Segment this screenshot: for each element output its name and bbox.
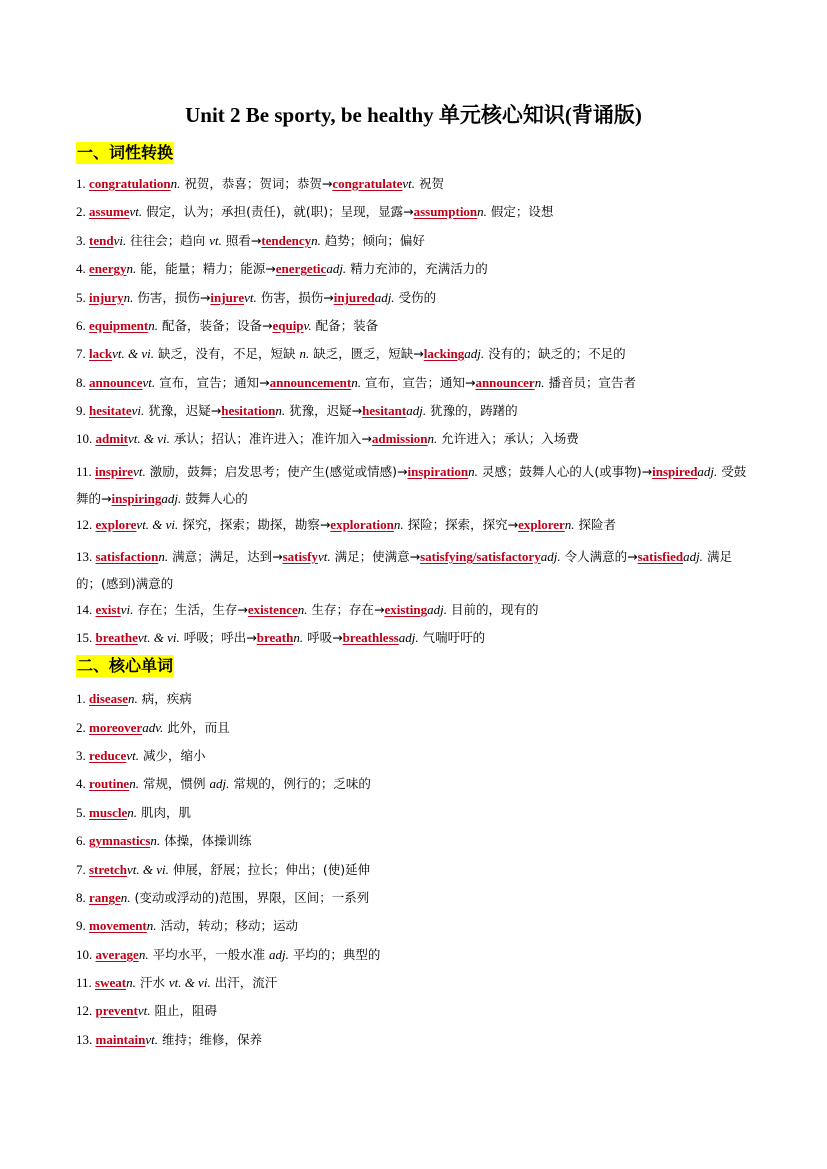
word-form-item bbox=[76, 288, 756, 308]
keyword: energetic bbox=[275, 261, 327, 276]
keyword: exist bbox=[95, 602, 121, 617]
part-of-speech: n. bbox=[351, 375, 361, 390]
part-of-speech: n. bbox=[158, 549, 169, 564]
keyword: inspired bbox=[652, 464, 698, 479]
item-number: 5. bbox=[76, 290, 89, 305]
definition: 伤害，损伤→ bbox=[260, 290, 334, 305]
part-of-speech: adj. bbox=[464, 346, 485, 361]
item-number: 11. bbox=[76, 464, 96, 479]
keyword: admit bbox=[95, 431, 128, 446]
definition: 灵感；鼓舞人心的人(或事物)→ bbox=[481, 464, 653, 479]
item-number: 9. bbox=[76, 918, 89, 933]
keyword: inspire bbox=[95, 464, 134, 479]
item-number: 7. bbox=[76, 862, 89, 877]
keyword: muscle bbox=[89, 805, 128, 820]
definition: 犹豫，迟疑→ bbox=[289, 403, 363, 418]
keyword: routine bbox=[89, 776, 130, 791]
part-of-speech: adj. bbox=[326, 261, 347, 276]
keyword: reduce bbox=[89, 748, 127, 763]
definition: 此外，而且 bbox=[167, 720, 230, 735]
definition: 探险者 bbox=[578, 517, 617, 532]
part-of-speech: vt. & vi. bbox=[128, 431, 170, 446]
keyword: announce bbox=[89, 375, 143, 390]
word-form-item bbox=[76, 344, 756, 364]
definition: 呼吸→ bbox=[307, 630, 343, 645]
item-number: 1. bbox=[76, 691, 89, 706]
item-number: 9. bbox=[76, 403, 89, 418]
part-of-speech: n. bbox=[148, 318, 158, 333]
definition: 宣布，宣告；通知→ bbox=[159, 375, 270, 390]
definition: 探险；探索，探究→ bbox=[407, 517, 519, 532]
word-form-item bbox=[76, 515, 756, 535]
word-form-item bbox=[76, 600, 756, 620]
part-of-speech: adj. bbox=[398, 630, 419, 645]
core-word-item bbox=[76, 860, 756, 880]
definition: 没有的；缺乏的；不足的 bbox=[488, 346, 626, 361]
keyword: breathless bbox=[342, 630, 399, 645]
part-of-speech: adj. bbox=[697, 464, 718, 479]
word-form-item bbox=[76, 373, 756, 393]
definition: 气喘吁吁的 bbox=[422, 630, 486, 645]
part-of-speech: n. bbox=[393, 517, 404, 532]
core-word-item bbox=[76, 774, 756, 794]
item-number: 10. bbox=[76, 431, 96, 446]
definition: 伸展，舒展；拉长；伸出；(使)延伸 bbox=[172, 862, 371, 877]
definition: 犹豫，迟疑→ bbox=[148, 403, 222, 418]
definition: 受伤的 bbox=[398, 290, 437, 305]
definition: 假定；设想 bbox=[490, 204, 554, 219]
keyword: stretch bbox=[89, 862, 128, 877]
item-number: 12. bbox=[76, 517, 96, 532]
definition: 激励，鼓舞；启发思考；使产生(感觉或情感)→ bbox=[149, 464, 408, 479]
definition: 常规的，例行的；乏味的 bbox=[233, 776, 371, 791]
keyword: inspiration bbox=[407, 464, 469, 479]
word-form-item bbox=[76, 202, 756, 222]
definition: 伤害，损伤→ bbox=[137, 290, 211, 305]
keyword: injured bbox=[333, 290, 375, 305]
definition: 宣布，宣告；通知→ bbox=[364, 375, 476, 390]
word-form-item bbox=[76, 543, 756, 597]
part-of-speech: n. bbox=[275, 403, 286, 418]
item-number: 7. bbox=[76, 346, 89, 361]
definition: 缺乏，没有，不足，短缺 bbox=[158, 346, 300, 361]
word-form-item bbox=[76, 628, 756, 648]
definition: 维持；维修，保养 bbox=[161, 1032, 262, 1047]
item-number: 13. bbox=[76, 1032, 96, 1047]
definition: 体操，体操训练 bbox=[164, 833, 252, 848]
definition: 祝贺 bbox=[419, 176, 445, 191]
core-word-item bbox=[76, 888, 756, 908]
definition: 趋势；倾向；偏好 bbox=[324, 233, 425, 248]
part-of-speech: adj. bbox=[427, 602, 447, 617]
item-number: 4. bbox=[76, 261, 89, 276]
keyword: breathe bbox=[95, 630, 138, 645]
part-of-speech: n. bbox=[126, 975, 136, 990]
part-of-speech: n. bbox=[150, 833, 161, 848]
page-title: Unit 2 Be sporty, be healthy 单元核心知识(背诵版) bbox=[185, 103, 642, 127]
keyword: range bbox=[89, 890, 121, 905]
section-heading-core-words: 二、核心单词 bbox=[77, 656, 174, 675]
part-of-speech: n. bbox=[297, 602, 308, 617]
definition: 播音员；宣告者 bbox=[548, 375, 636, 390]
keyword: announcer bbox=[475, 375, 535, 390]
part-of-speech: adj. bbox=[209, 776, 230, 791]
part-of-speech: n. bbox=[138, 947, 149, 962]
keyword: congratulate bbox=[332, 176, 403, 191]
keyword: prevent bbox=[95, 1003, 138, 1018]
part-of-speech: vt. & vi. bbox=[168, 975, 211, 990]
core-word-item bbox=[76, 689, 756, 709]
item-number: 12. bbox=[76, 1003, 96, 1018]
keyword: hesitation bbox=[221, 403, 276, 418]
definition: 祝贺，恭喜；贺词；恭贺→ bbox=[184, 176, 333, 191]
part-of-speech: adj. bbox=[406, 403, 427, 418]
part-of-speech: vt. bbox=[126, 748, 139, 763]
keyword: exploration bbox=[330, 517, 394, 532]
part-of-speech: vt. & vi. bbox=[127, 862, 169, 877]
definition: 配备，装备；设备→ bbox=[161, 318, 273, 333]
definition: 肌肉，肌 bbox=[141, 805, 192, 820]
part-of-speech: n. bbox=[128, 691, 138, 706]
part-of-speech: n. bbox=[126, 261, 137, 276]
definition: 精力充沛的，充满活力的 bbox=[350, 261, 488, 276]
keyword: lack bbox=[89, 346, 113, 361]
definition: 满足；使满意→ bbox=[334, 549, 421, 564]
definition: 探究，探索；勘探，勘察→ bbox=[182, 517, 331, 532]
keyword: injure bbox=[210, 290, 245, 305]
part-of-speech: n. bbox=[564, 517, 575, 532]
part-of-speech: n. bbox=[477, 204, 487, 219]
definition: 受鼓舞的→ bbox=[76, 464, 747, 506]
part-of-speech: n. bbox=[299, 346, 310, 361]
part-of-speech: vt. bbox=[402, 176, 416, 191]
keyword: tend bbox=[89, 233, 114, 248]
part-of-speech: adv. bbox=[142, 720, 164, 735]
definition: 鼓舞人心的 bbox=[185, 491, 248, 506]
definition: (变动或浮动的)范围，界限，区间；一系列 bbox=[134, 890, 370, 905]
part-of-speech: vt. & vi. bbox=[137, 630, 180, 645]
definition: 存在；生活，生存→ bbox=[137, 602, 248, 617]
keyword: admission bbox=[371, 431, 428, 446]
word-form-item bbox=[76, 429, 756, 449]
part-of-speech: n. bbox=[123, 290, 134, 305]
definition: 满意；满足，达到→ bbox=[172, 549, 283, 564]
core-word-item bbox=[76, 831, 756, 851]
definition: 呼吸；呼出→ bbox=[183, 630, 257, 645]
part-of-speech: adj. bbox=[269, 947, 289, 962]
word-form-item bbox=[76, 259, 756, 279]
core-word-item bbox=[76, 1001, 756, 1021]
word-form-item bbox=[76, 231, 756, 251]
part-of-speech: vt. & vi. bbox=[112, 346, 155, 361]
keyword: inspiring bbox=[111, 491, 162, 506]
keyword: assumption bbox=[413, 204, 478, 219]
item-number: 6. bbox=[76, 833, 89, 848]
core-word-item bbox=[76, 973, 756, 993]
item-number: 10. bbox=[76, 947, 96, 962]
keyword: satisfying/satisfactory bbox=[420, 549, 541, 564]
definition: 能，能量；精力；能源→ bbox=[140, 261, 276, 276]
definition: 病，疾病 bbox=[141, 691, 192, 706]
part-of-speech: vt. bbox=[142, 375, 156, 390]
part-of-speech: vt. bbox=[209, 233, 222, 248]
keyword: moreover bbox=[89, 720, 143, 735]
keyword: hesitate bbox=[89, 403, 132, 418]
definition: 令人满意的→ bbox=[564, 549, 638, 564]
keyword: existence bbox=[247, 602, 298, 617]
definition: 汗水 bbox=[139, 975, 169, 990]
section-heading-word-forms: 一、词性转换 bbox=[77, 143, 174, 162]
part-of-speech: vi. bbox=[120, 602, 134, 617]
keyword: energy bbox=[89, 261, 127, 276]
word-form-item bbox=[76, 458, 756, 512]
keyword: explore bbox=[95, 517, 137, 532]
keyword: lacking bbox=[423, 346, 465, 361]
keyword: equip bbox=[272, 318, 304, 333]
part-of-speech: n. bbox=[427, 431, 438, 446]
item-number: 14. bbox=[76, 602, 96, 617]
definition: 活动，转动；移动；运动 bbox=[160, 918, 299, 933]
item-number: 2. bbox=[76, 720, 89, 735]
keyword: tendency bbox=[261, 233, 312, 248]
part-of-speech: vi. bbox=[131, 403, 145, 418]
item-number: 15. bbox=[76, 630, 96, 645]
keyword: injury bbox=[89, 290, 124, 305]
part-of-speech: adj. bbox=[540, 549, 561, 564]
item-number: 3. bbox=[76, 233, 89, 248]
keyword: disease bbox=[89, 691, 128, 706]
definition: 承认；招认；准许进入；准许加入→ bbox=[173, 431, 372, 446]
core-word-item bbox=[76, 718, 756, 738]
part-of-speech: n. bbox=[127, 805, 138, 820]
keyword: hesitant bbox=[362, 403, 407, 418]
definition: 平均水平，一般水准 bbox=[152, 947, 270, 962]
keyword: gymnastics bbox=[89, 833, 151, 848]
definition: 阻止，阻碍 bbox=[154, 1003, 218, 1018]
definition: 平均的；典型的 bbox=[292, 947, 381, 962]
definition: 缺乏，匮乏，短缺→ bbox=[313, 346, 424, 361]
part-of-speech: n. bbox=[534, 375, 545, 390]
keyword: satisfied bbox=[637, 549, 684, 564]
keyword: assume bbox=[89, 204, 130, 219]
item-number: 13. bbox=[76, 549, 96, 564]
part-of-speech: n. bbox=[468, 464, 478, 479]
keyword: congratulation bbox=[89, 176, 171, 191]
part-of-speech: adj. bbox=[374, 290, 395, 305]
part-of-speech: vt. bbox=[145, 1032, 158, 1047]
part-of-speech: n. bbox=[170, 176, 181, 191]
keyword: equipment bbox=[89, 318, 149, 333]
keyword: existing bbox=[384, 602, 428, 617]
part-of-speech: vt. bbox=[317, 549, 331, 564]
definition: 目前的，现有的 bbox=[450, 602, 539, 617]
core-word-item bbox=[76, 916, 756, 936]
definition: 生存；存在→ bbox=[311, 602, 385, 617]
keyword: announcement bbox=[269, 375, 352, 390]
item-number: 5. bbox=[76, 805, 89, 820]
item-number: 8. bbox=[76, 375, 89, 390]
keyword: sweat bbox=[95, 975, 127, 990]
core-word-item bbox=[76, 1030, 756, 1050]
item-number: 8. bbox=[76, 890, 89, 905]
part-of-speech: adj. bbox=[161, 491, 182, 506]
word-form-item bbox=[76, 174, 756, 194]
part-of-speech: n. bbox=[129, 776, 139, 791]
part-of-speech: vt. bbox=[244, 290, 257, 305]
keyword: explorer bbox=[518, 517, 565, 532]
part-of-speech: vi. bbox=[113, 233, 127, 248]
definition: 假定，认为；承担(责任)，就(职)；呈现，显露→ bbox=[146, 204, 414, 219]
definition: 犹豫的，踌躇的 bbox=[430, 403, 518, 418]
definition: 允许进入；承认；入场费 bbox=[441, 431, 579, 446]
keyword: movement bbox=[89, 918, 147, 933]
item-number: 1. bbox=[76, 176, 89, 191]
definition: 常规，惯例 bbox=[142, 776, 210, 791]
word-form-item bbox=[76, 401, 756, 421]
item-number: 2. bbox=[76, 204, 89, 219]
part-of-speech: vt. bbox=[129, 204, 143, 219]
definition: 往往会；趋向 bbox=[130, 233, 210, 248]
part-of-speech: adj. bbox=[683, 549, 703, 564]
keyword: satisfy bbox=[282, 549, 318, 564]
word-form-item bbox=[76, 316, 756, 336]
item-number: 11. bbox=[76, 975, 96, 990]
item-number: 4. bbox=[76, 776, 89, 791]
keyword: average bbox=[95, 947, 139, 962]
keyword: maintain bbox=[95, 1032, 146, 1047]
part-of-speech: n. bbox=[311, 233, 321, 248]
definition: 照看→ bbox=[225, 233, 262, 248]
part-of-speech: vt. bbox=[137, 1003, 151, 1018]
part-of-speech: v. bbox=[303, 318, 312, 333]
core-word-item bbox=[76, 746, 756, 766]
part-of-speech: n. bbox=[146, 918, 157, 933]
part-of-speech: vt. & vi. bbox=[136, 517, 179, 532]
definition: 出汗，流汗 bbox=[214, 975, 278, 990]
keyword: breath bbox=[256, 630, 294, 645]
part-of-speech: vt. bbox=[133, 464, 146, 479]
part-of-speech: n. bbox=[293, 630, 304, 645]
definition: 配备；装备 bbox=[315, 318, 379, 333]
item-number: 6. bbox=[76, 318, 89, 333]
core-word-item bbox=[76, 803, 756, 823]
core-word-item bbox=[76, 945, 756, 965]
definition: 满足的；(感到)满意的 bbox=[76, 549, 732, 591]
keyword: satisfaction bbox=[95, 549, 159, 564]
part-of-speech: n. bbox=[120, 890, 131, 905]
item-number: 3. bbox=[76, 748, 89, 763]
definition: 减少，缩小 bbox=[142, 748, 206, 763]
